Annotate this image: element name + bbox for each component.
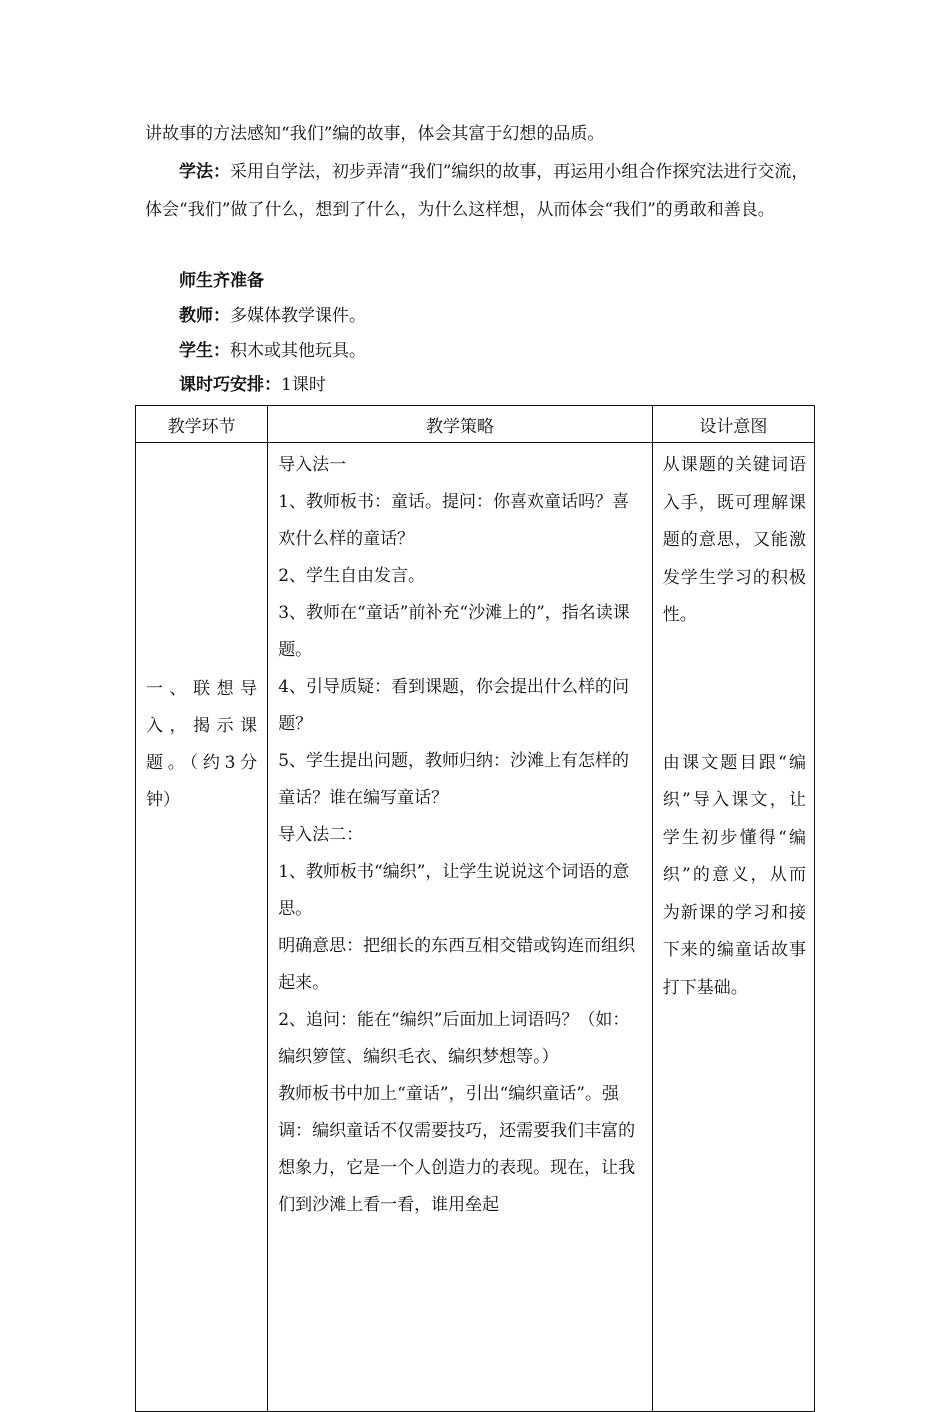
intro-line: 讲故事的方法感知“我们”编的故事，体会其富于幻想的品质。 [145,124,605,144]
study-method-text: 采用自学法，初步弄清“我们”编织的故事，再运用小组合作探究法进行交流，体会“我们”做了什么，想到了什么，为什么这样想，从而体会“我们”的勇敢和善良。 [145,162,809,220]
intent-item: 从课题的关键词语入手，既可理解课题的意思，又能激发学生学习的积极性。 [662,455,806,625]
preparation-title: 师生齐准备 [179,271,264,291]
strategy-item: 3、教师在“童话”前补充“沙滩上的”，指名读课题。 [278,603,630,660]
schedule-line [179,370,326,400]
stage-line: 一、联想导 [146,679,258,699]
student-prep-text: 积木或其他玩具。 [230,341,366,361]
intent-spacer [663,635,806,745]
stage-line: 钟） [146,790,180,810]
strategy-item: 教师板书中加上“童话”，引出“编织童话”。强调：编织童话不仅需要技巧，还需要我们丰富的想象力，它是一个人创造力的表现。现在，让我们到沙滩上看一看，谁用垒起 [278,1084,636,1215]
strategy-item: 5、学生提出问题，教师归纳：沙滩上有怎样的童话？谁在编写童话？ [278,751,630,808]
student-prep-line [179,336,366,366]
header-stage: 教学环节 [136,406,268,443]
strategy-item: 1、教师板书“编织”，让学生说说这个词语的意思。 [278,862,630,919]
strategy-item: 导入法二： [278,825,364,845]
strategy-item: 4、引导质疑：看到课题，你会提出什么样的问题？ [278,677,630,734]
strategy-cell [268,443,653,1412]
intent-cell [652,443,814,1412]
stage-line: 题。（约3分 [146,753,258,773]
stage-cell [136,443,268,1412]
strategy-item: 2、追问：能在“编织”后面加上词语吗？（如：编织箩筐、编织毛衣、编织梦想等。） [278,1010,630,1067]
table-header-row [136,406,815,443]
stage-line: 入，揭示课 [146,716,258,736]
student-prep-label: 学生： [179,341,230,361]
strategy-item: 明确意思：把细长的东西互相交错或钩连而组织起来。 [278,936,636,993]
teacher-prep-label: 教师： [179,306,230,326]
study-method-label: 学法： [179,162,230,182]
lesson-plan-table [135,405,815,1412]
teacher-prep-text: 多媒体教学课件。 [230,306,366,326]
schedule-text: 1课时 [281,375,326,395]
strategy-item: 2、学生自由发言。 [278,566,426,586]
study-method-paragraph [145,153,815,229]
teacher-prep-line [179,301,366,331]
schedule-label: 课时巧安排： [179,375,281,395]
header-intent: 设计意图 [652,406,814,443]
intent-item: 由课文题目跟“编织”导入课文，让学生初步懂得“编织”的意义，从而为新课的学习和接下来的编童话故事打下基础。 [662,752,806,998]
strategy-item: 1、教师板书：童话。提问：你喜欢童话吗？喜欢什么样的童话？ [278,492,630,549]
table-row [136,443,815,1412]
strategy-item: 导入法一 [278,455,347,475]
header-strategy: 教学策略 [268,406,653,443]
